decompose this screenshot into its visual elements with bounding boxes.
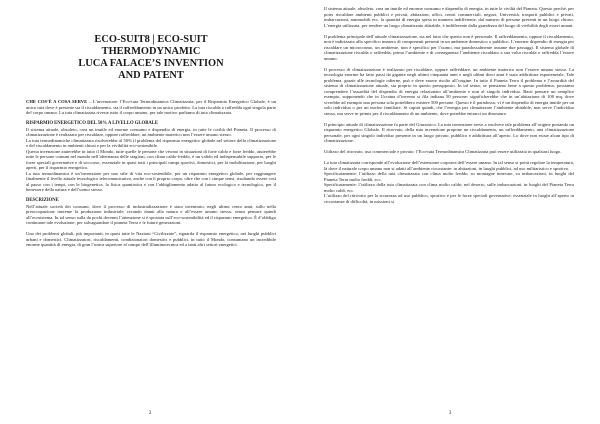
title-line: LUCA FALACE’S INVENTION xyxy=(78,58,224,69)
document-title xyxy=(26,34,276,82)
paragraph: Questa invenzione aiuterebbe in tutto il Mondo, tutte quelle le persone che vivono in situazioni di forte caldo e forte freddo, aiuterebbe tutte le persone comuni nel mondo nell’alternanza delle stagioni, con clima caldo-freddo, è un valido ed indispensabile supporto, per le forze speciali governative e di soccorso, essenziale in quasi tutti i principali campi sportivi, domestici, per la mobilitazione, per luoghi aperti, per il risparmio energetico. xyxy=(26,148,276,170)
title-line: THERMODYNAMIC xyxy=(101,46,201,57)
right-page xyxy=(300,0,600,424)
paragraph: La tuta climatizzata corrisponde all’evoluzione dell’estensione corporea dell’essere umano. In tal senso si potrà regolare la temperatura, là dove il naturale corpo umano non si adatti all’ambiente circostante: in abitazioni, in luoghi pubblici, ad uso militaristico e sportivo. xyxy=(324,160,574,171)
paragraph: Il processo di climatizzazione è realizzato per riscaldare, oppure raffreddare, un ambiente materico non l’essere umano stesso. La tecnologia enorme ha fatto passi da gigante negli ultimi cinquanta anni e negli ultimi dieci anni è stata addirittura esponenziale. Tale problema, grazie alle tecnologie odierne, può e deve essere risolto all’origine. In tutto il Pianeta Terra il problema e l’assurdità del sistema di climatizzazione attuale, sta proprio in questo presupposto. In tal senso, se pensiamo bene a questo problema, possiamo comprendere l’assurdità del dispendio di energia relazionato all’ambiente e non al singolo individuo. Basti pensare un semplice esempio, supponendo che in Ucraina d’inverno si fila indiana 50 persone: significherebbe che in un’abitazione di 100 mq, dove vivrebbe ad esempio una persona sola potrebbero esistere 500 persone. Questo è il paradosso, vi è un dispendio di energia inutile per un solo individuo o per un nucleo familiare. Si capirà quindi, che l’energia per climatizzare l’ambiente abitabile, non serve l’individuo stesso, ma serve in primis per il riscaldamento di un ambiente, dove potrebbe entrarci un dinosauro. xyxy=(324,66,574,116)
paragraph: Il principio attuale di climatizzazione fa parte del Giurassico. La mia invenzione serve a risolvere tale problema all’origine portando un risparmio energetico Globale. Il ritrovato, della mia invenzione propone un riscaldamento, un raffreddamento, una climatizzazione personale, per ogni singolo individuo presente in un luogo privato, pubblico e addirittura all’aperto. Lo dove non esiste alcun tipo di climatizzazione. xyxy=(324,121,574,143)
paragraph: L’utilizzo del ritrovato per la sicurezza ad uso pubblico, sportivo e per le forze speciali governative: essenziale in luoghi all’aperto in circostanze di difficoltà, in missioni si xyxy=(324,193,574,204)
paragraph: Il sistema attuale, obsoleto, crea un inutile ed enorme consumo e dispendio di energia, in tutte le civiltà del Pianeta. Il processo di climatizzazione è realizzato per riscaldare, oppure raffreddare, un ambiente materico non l’essere umano stesso. xyxy=(26,126,276,137)
paragraph: Utilizzo del ritrovato, uso commerciale e privato: l’Eco-tuta Termodinamica Climatizzata può essere utilizzata in qualsiasi luogo. xyxy=(324,149,562,154)
paragraph: Il sistema attuale, obsoleto, crea un inutile ed enorme consumo e dispendio di energia, in tutte le civiltà del Pianeta. Questo perché, per poter riscaldare ambienti pubblici e privati, abitazioni, uffici, centri commerciali, negozi, Università, trasporti pubblici e privati, imbarcazioni, automobili ecc. la quantità di energia spesa in maniera indifferente, dal numero di persone presenti in un luogo chiuso. L’energia utilizzata, per rendere un luogo climatizzato abitabile, è indifferente dalla grandezza del luogo di vivibilità degli esseri umani. xyxy=(324,6,574,28)
title-line: AND PATENT xyxy=(118,70,184,81)
section-heading-energy-saving: RISPARMIO ENERGETICO DEL 50% A LIVELLO GLOBALE xyxy=(26,121,158,126)
title-line: ECO-SUIT8 | ECO-SUIT xyxy=(94,34,208,45)
paragraph: Uno dei problemi globali, più importanti, in quasi tutte le Nazioni “Civilizzate”, riguarda il risparmio energetico, nei luoghi pubblici urbani e domestici. Climatizzatori, riscaldamenti, condizionatori domestici e pubblici, in tutto il Mondo, consumano un incredibile enorme quantità di energia, di gran l’unica superiore al campo dell’illuminotecnica ed a tanti altri settori energetici. xyxy=(26,231,276,247)
page-number: 2 xyxy=(148,410,152,416)
intro-lead: CHE COS’È A COSA SERVE xyxy=(26,99,88,104)
intro-text: – L’invenzione: l’Eco-tuta Termodinamica Climatizzata, per il Risparmio Energetico Globale, è un unico tuta dove è presente sia il riscaldamento, sia il raffreddamento in un unico prodotto. La tuta riscalda o raffredda ogni singola parte del corpo umano. La tuta climatizzata riveste tutto il corpo umano, per tale motivo parliamo di tuta climatizzata. xyxy=(26,99,276,115)
paragraph: La tuta termodinamica è un’invenzione per uno stile di vita eco-sostenibile, per un risparmio energetico globale, per raggiungere finalmente il livello attuale tecnologico telecomunicativo, anche con il proprio corpo, oltre che con i cinque sensi, risultando essere così al passo con i tempi, con le biogenetica, la fisica quantistica e con l’abbigliamento adatto al futuro ecologico e tecnologico, per il benessere della natura e dell’uomo stesso. xyxy=(26,170,276,192)
intro-paragraph xyxy=(26,99,276,116)
section-heading-description: DESCRIZIONE xyxy=(26,198,59,203)
page-number: 3 xyxy=(448,410,452,416)
paragraph: Nell’attuale società dei consumi, dove il processo di industrializzazione è stato incentrato, negli ultimi cento anni, sullo nella preoccupazione inerente la produzione industriale, recando danni alla natura e all’essere umano stesso, senza pensare quindi all’ecosistema. In tal senso sulla da pochi decenni l’attenzione si è spostata sull’eco-sostenibilità ed il risparmio energetico. È d’obbligo continuare tale evoluzione, per salvaguardare il pianeta Terra e le future generazioni. xyxy=(26,203,276,225)
paragraph: Specificatamente: l’utilizzo della tuta climatizzata con clima molto caldo; nel deserto, sulle imbarcazioni, in luoghi del Pianeta Terra molto caldi, ecc. xyxy=(324,182,574,193)
paragraph: Specificatamente: l’utilizzo della tuta climatizzata con clima molto freddo, su montagne innevate, su imbarcazioni, in luoghi del Pianeta Terra molto freddi, ecc. xyxy=(324,171,574,182)
paragraph: La tuta termodinamiche climatizzata risolverebbe al 50% il problema del risparmio energetico globale nel settore della climatizzazione e del riscaldamento in ambienti chiusi e per la vivibilità eco-sostenibile. xyxy=(26,137,276,148)
paragraph: Il problema principale dell’attuale climatizzazione, sta nel fatto che questo non è personale. Il raffreddamento, oppure il riscaldamento, non è indirizzato allo specifico numero di componenti presenti in un ambiente domestico o pubblico. L’enorme dispendio di energia per riscaldare un microcosmo, un ambiente, non è specifico per l’uomo, ma paradossalmente assume due passaggi. Il sistema globale di climatizzazione riscalda o raffredda, prima l’ambiente e di conseguenza l’ambiente riscaldato a sua volta riscalda o raffredda l’essere umano. xyxy=(324,33,574,61)
